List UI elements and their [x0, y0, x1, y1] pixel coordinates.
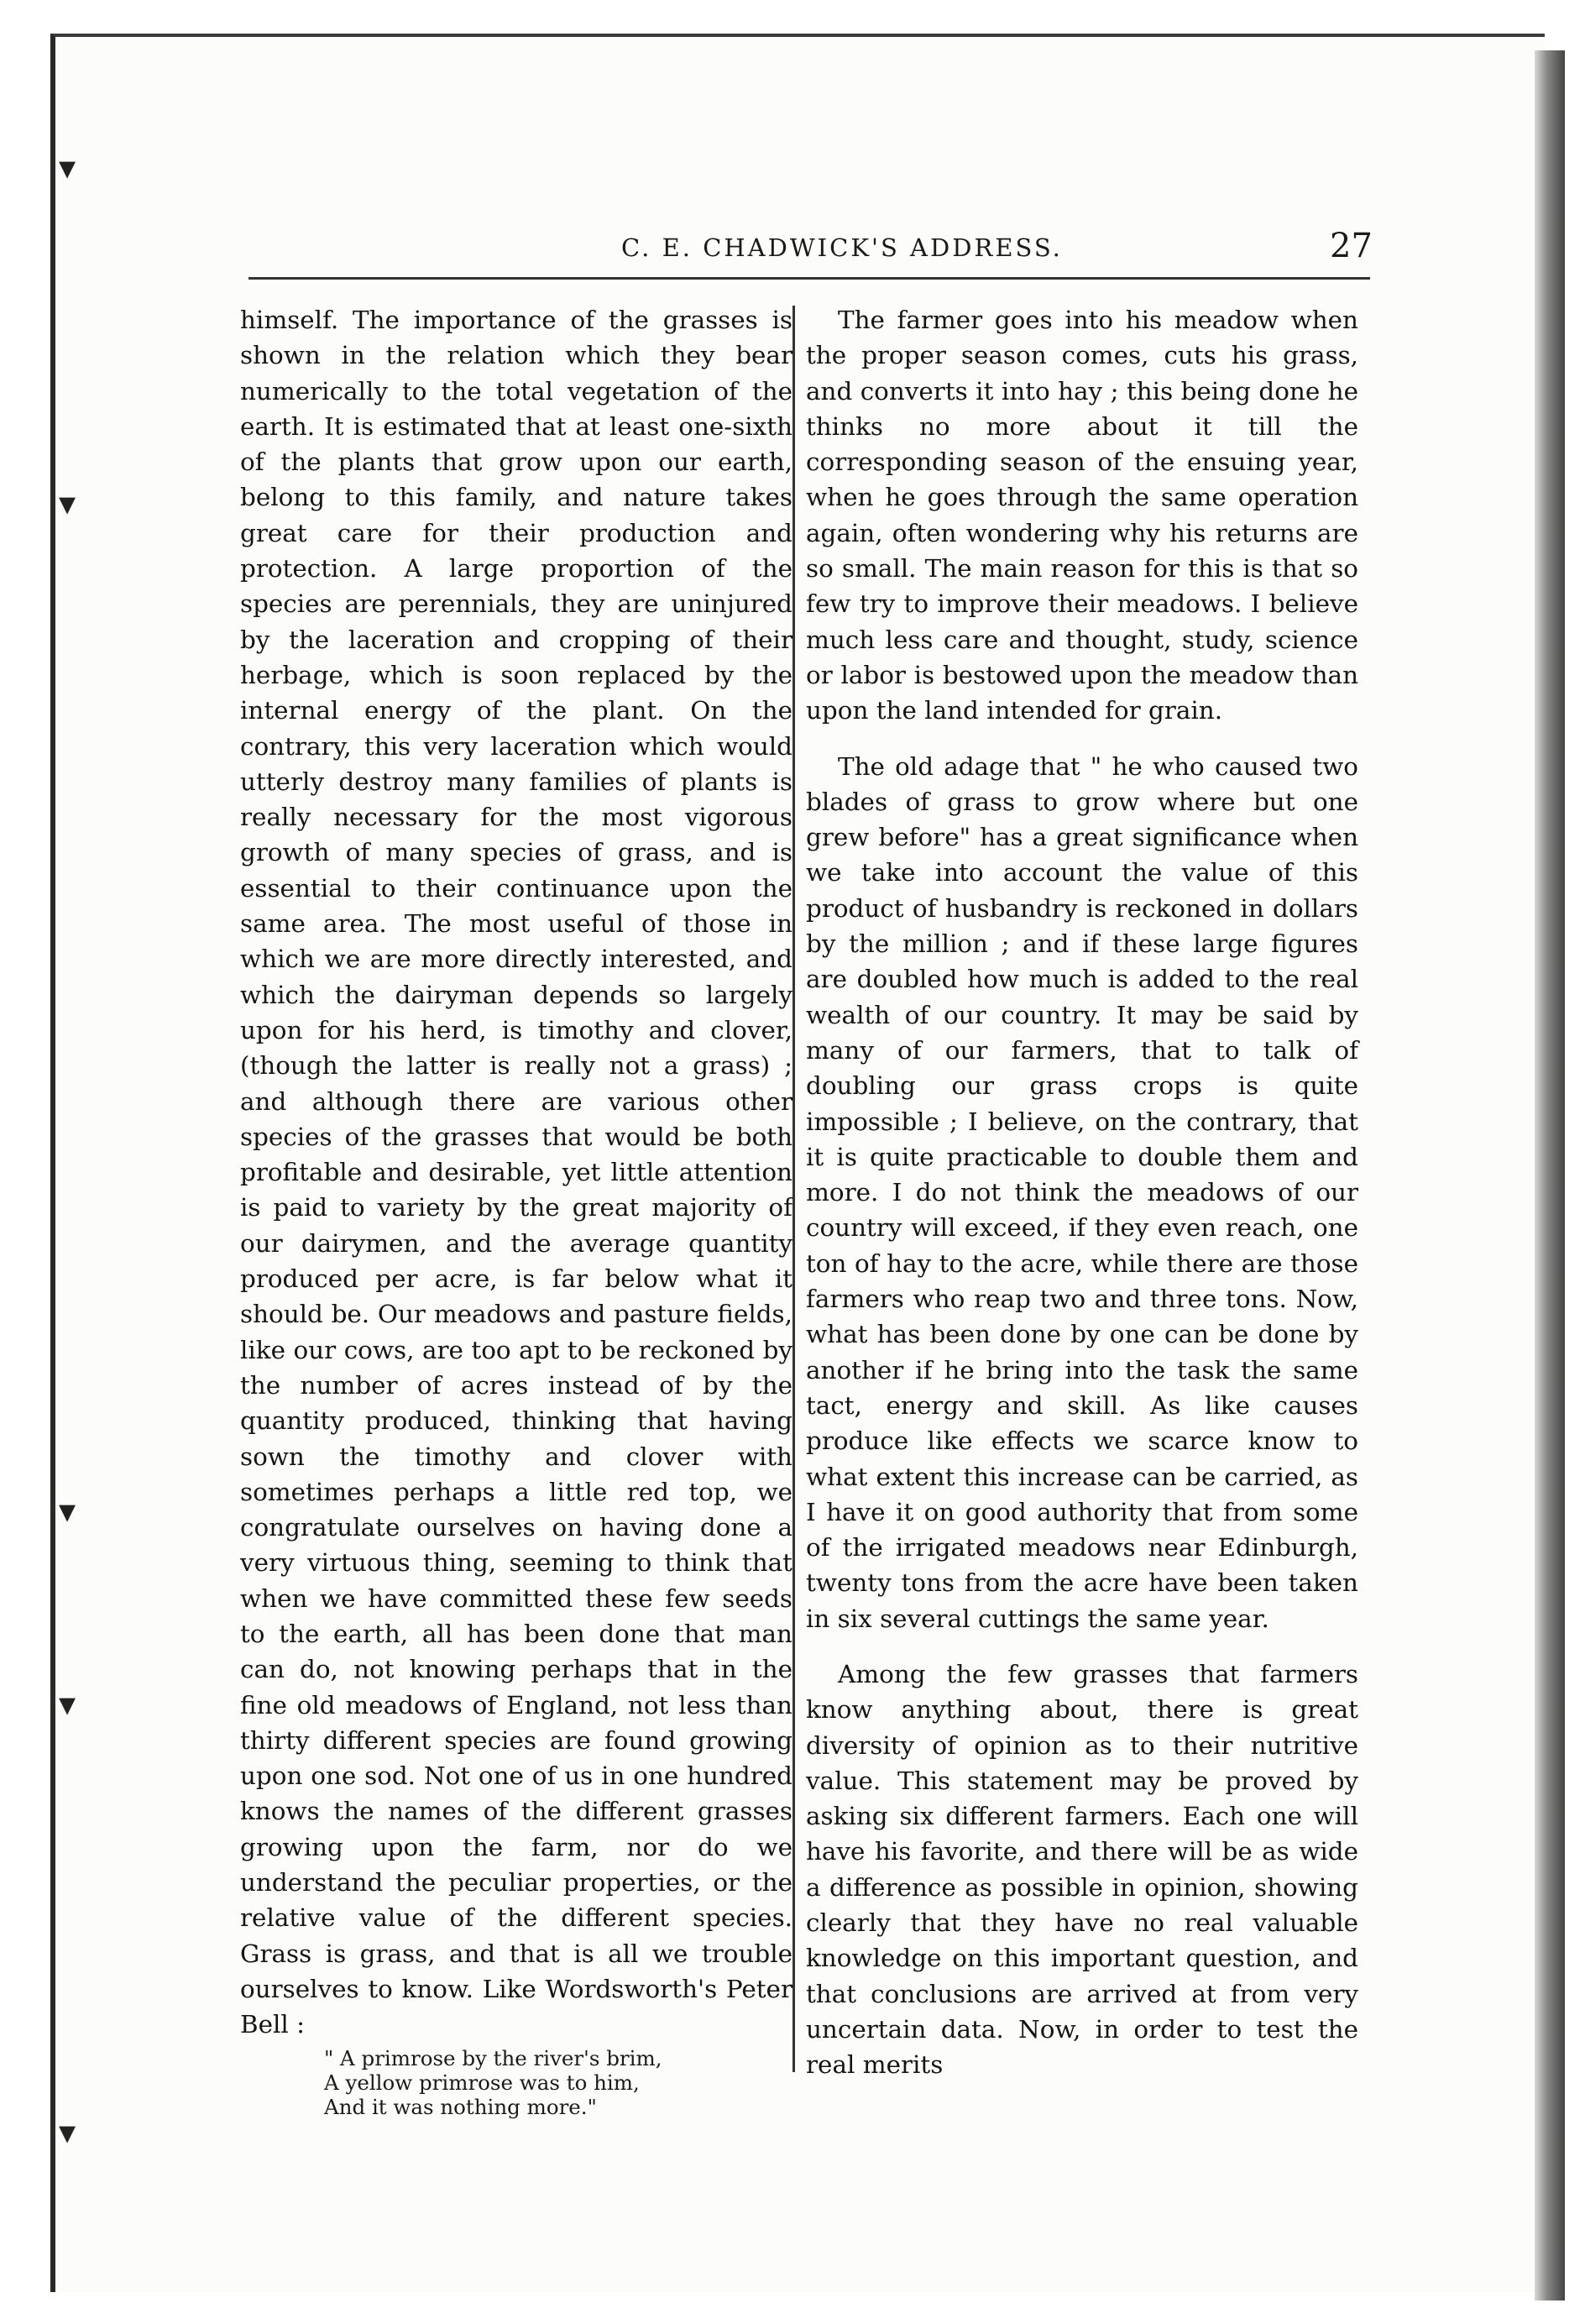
- poem-line: And it was nothing more.": [324, 2094, 597, 2119]
- page-number: 27: [1330, 227, 1373, 265]
- page-edge: [1535, 50, 1565, 2300]
- binding-mark: ▾: [59, 484, 76, 523]
- column-rule: [792, 306, 795, 2072]
- left-paragraph-1: himself. The importance of the grasses is shown in the relation which they bear numerically to the total vegetation of the earth. It is estimated that at least one-sixth of the plants that grow upon our earth, belong to this family, and nature takes great care for their production and protection. A large proportion of the species are perennials, they are uninjured by the laceration and cropping of their herbage, which is soon replaced by the internal energy of the plant. On the contrary, this very laceration which would utterly destroy many families of plants is really necessary for the most vigorous growth of many species of grass, and is essential to their continuance upon the same area. The most useful of those in which we are more directly interested, and which the dairyman depends so largely upon for his herd, is timothy and clover, (though the latter is really not a grass) ; and although there are various other species of the grasses that would be both profitable and desirable, yet little attention is paid to variety by the great majority of our dairymen, and the average quantity produced per acre, is far below what it should be. Our meadows and pasture fields, like our cows, are too apt to be reckoned by the number of acres instead of by the quantity produced, thinking that having sown the timothy and clover with sometimes perhaps a little red top, we congratulate ourselves on having done a very virtuous thing, seeming to think that when we have committed these few seeds to the earth, all has been done that man can do, not knowing perhaps that in the fine old meadows of England, not less than thirty different species are found growing upon one sod. Not one of us in one hundred knows the names of the different grasses growing upon the farm, nor do we understand the peculiar properties, or the relative value of the different species. Grass is grass, and that is all we trouble ourselves to know. Like Wordsworth's Peter Bell :: [240, 306, 792, 2039]
- right-paragraph-2: The old adage that " he who caused two blades of grass to grow where but one grew before" has a great significance when we take into account the value of this product of husbandry is reckoned in dollars by the million ; and if these large figures are doubled how much is added to the real wealth of our country. It may be said by many of our farmers, that to talk of doubling our grass crops is quite impossible ; I believe, on the contrary, that it is quite practicable to double them and more. I do not think the meadows of our country will exceed, if they even reach, one ton of hay to the acre, while there are those farmers who reap two and three tons. Now, what has been done by one can be done by another if he bring into the task the same tact, energy and skill. As like causes produce like effects we scarce know to what extent this increase can be carried, as I have it on good authority that from some of the irrigated meadows near Edinburgh, twenty tons from the acre have been taken in six several cuttings the same year.: [806, 751, 1358, 1633]
- poem-quote: [324, 2046, 792, 2119]
- right-paragraph-3: Among the few grasses that farmers know anything about, there is great diversity of opinion as to their nutritive value. This statement may be proved by asking six different farmers. Each one will have his favorite, and there will be as wide a difference as possible in opinion, showing clearly that they have no real valuable knowledge on this important question, and that conclusions are arrived at from very uncertain data. Now, in order to test the real merits: [806, 1659, 1358, 2080]
- running-title: C. E. CHADWICK'S ADDRESS.: [621, 233, 1063, 262]
- binding-mark: ▾: [59, 1685, 76, 1724]
- binding-mark: ▾: [59, 1492, 76, 1531]
- left-column: [240, 302, 792, 2119]
- right-column: [806, 302, 1358, 2083]
- binding-mark: ▾: [59, 2113, 76, 2152]
- right-paragraph-1: The farmer goes into his meadow when the proper season comes, cuts his grass, and converts it into hay ; this being done he thinks no more about it till the corresponding season of the ensuing year, when he goes through the same operation again, often wondering why his returns are so small. The main reason for this is that so few try to improve their meadows. I believe much less care and thought, study, science or labor is bestowed upon the meadow than upon the land intended for grain.: [806, 306, 1358, 725]
- binding-mark: ▾: [59, 149, 76, 187]
- poem-line: " A primrose by the river's brim,: [324, 2045, 662, 2070]
- header-rule: [248, 277, 1370, 280]
- poem-line: A yellow primrose was to him,: [324, 2070, 640, 2095]
